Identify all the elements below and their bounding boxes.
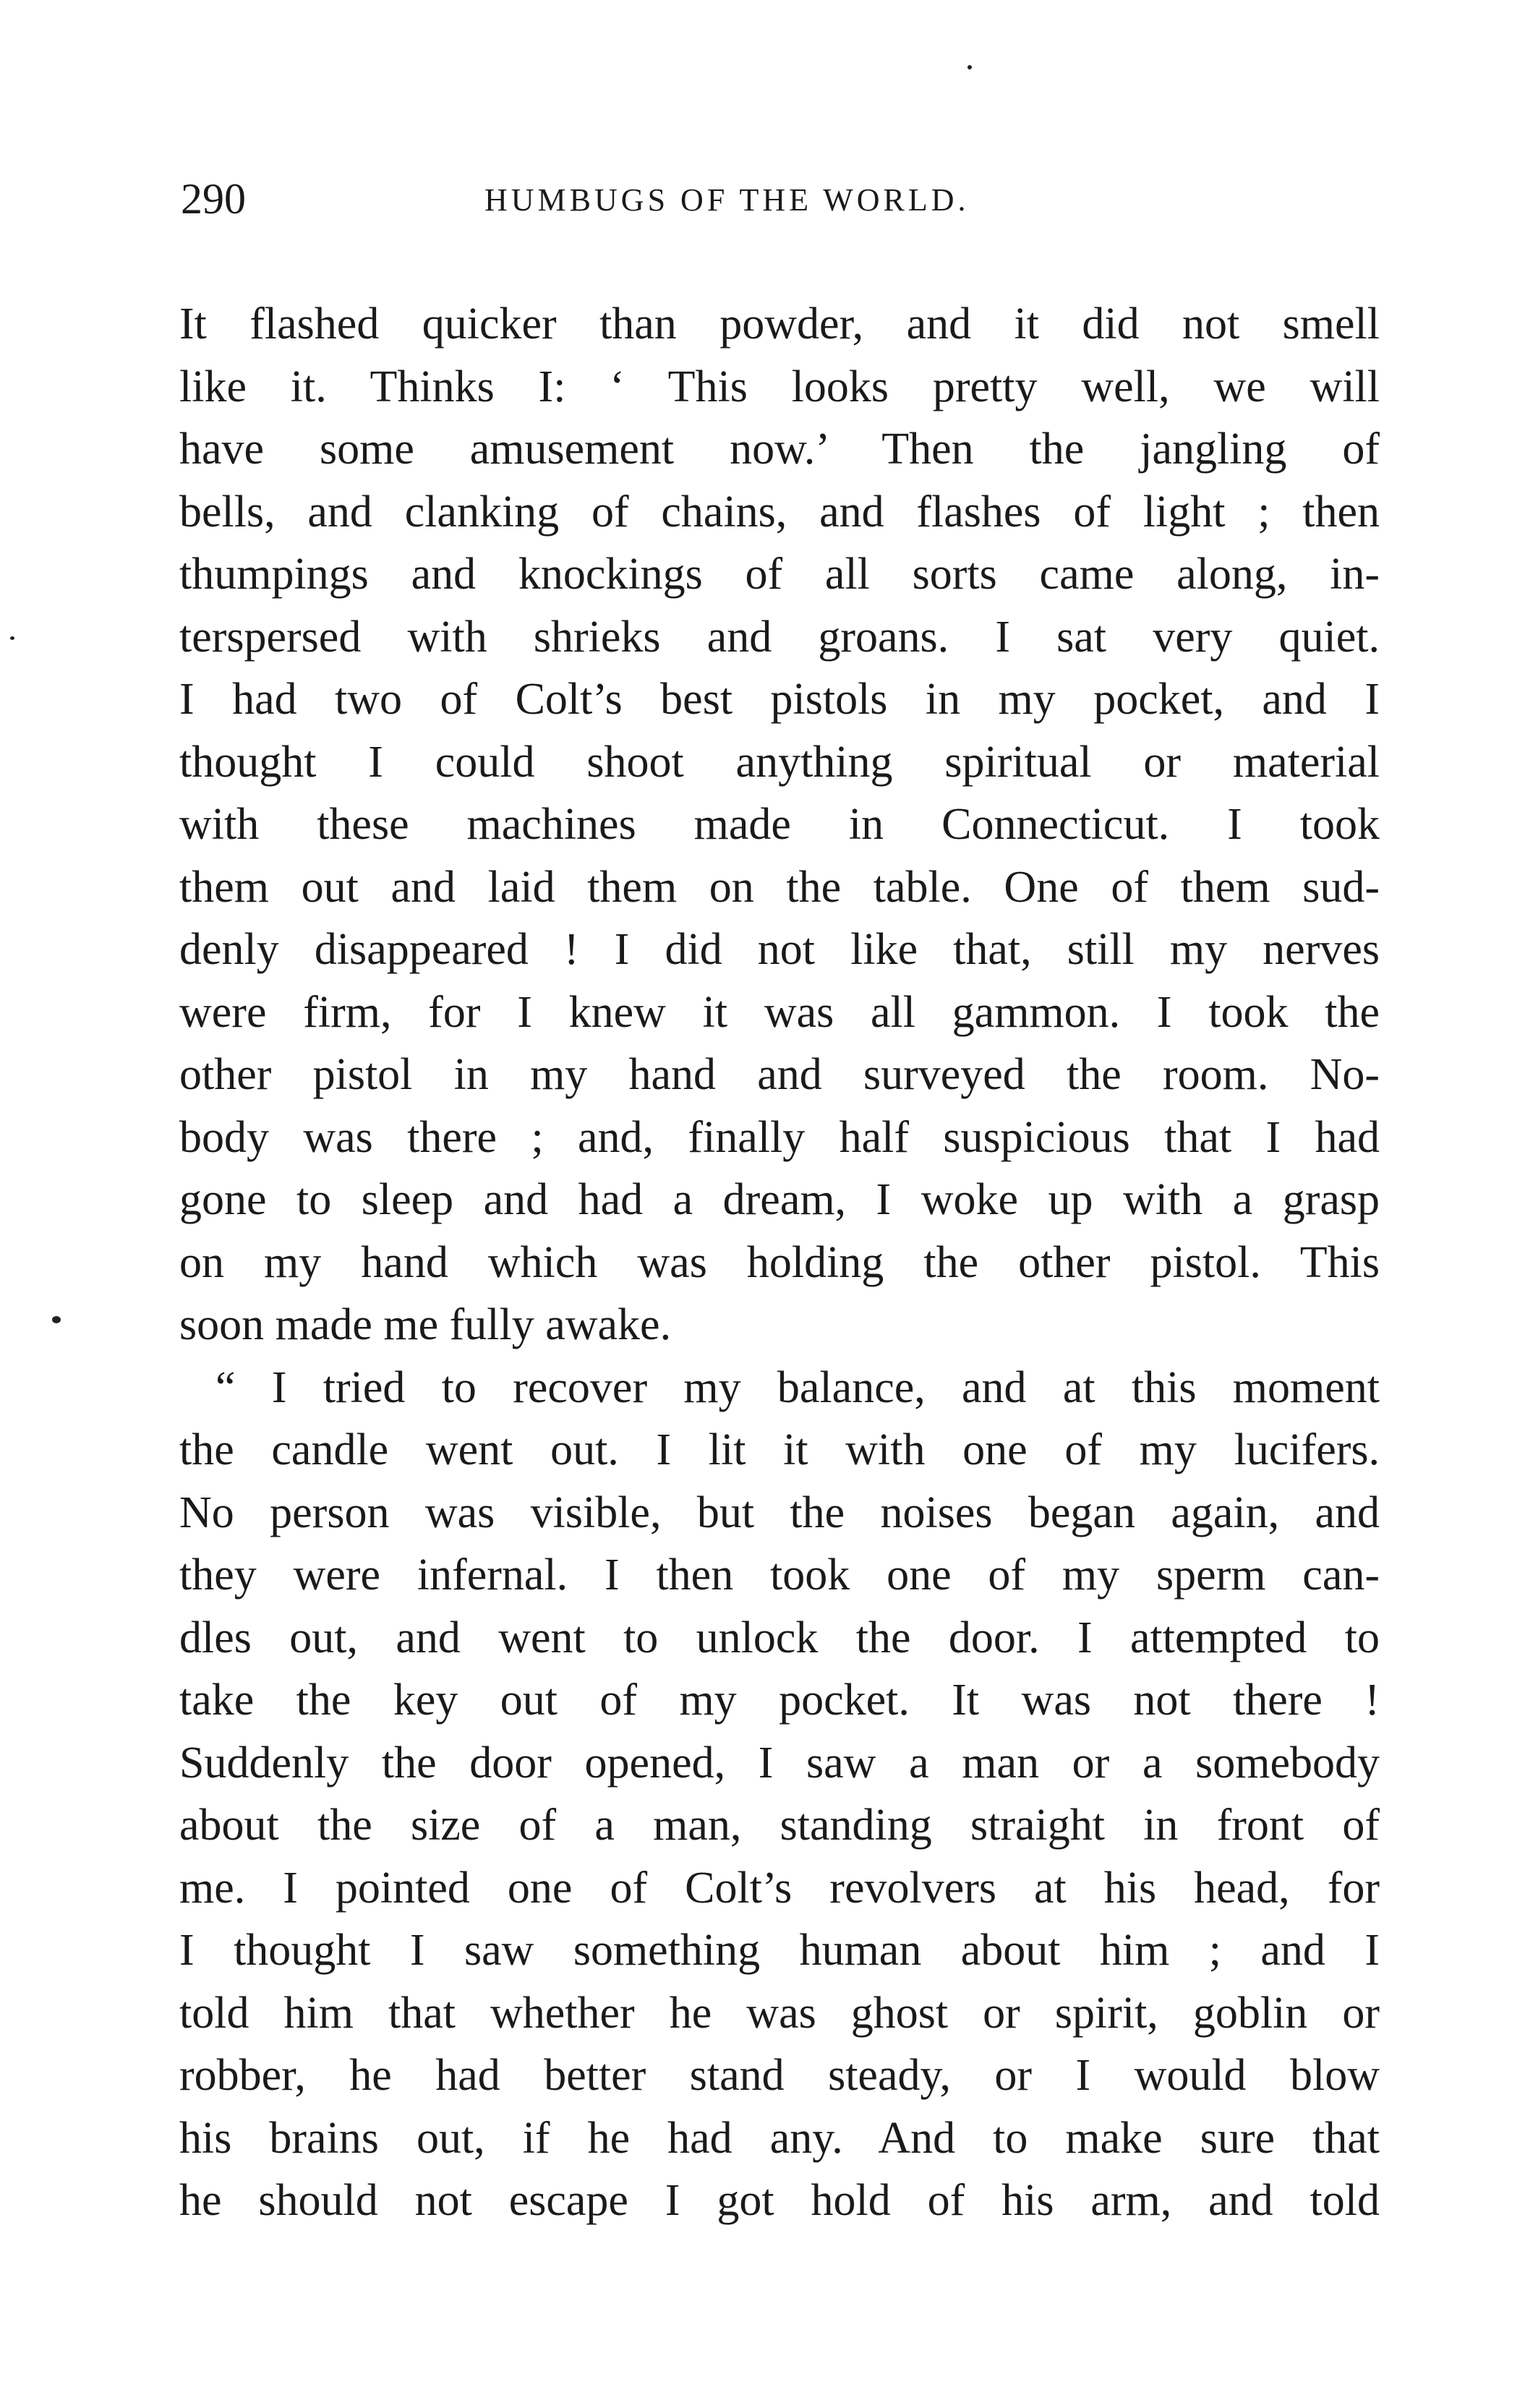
scan-speck — [967, 65, 972, 69]
text-line: No person was visible, but the noises began again, and — [179, 1487, 1380, 1537]
text-line: like it. Thinks I: ‘ This looks pretty well, we will — [179, 362, 1380, 411]
text-line: them out and laid them on the table. One of them sud- — [179, 862, 1380, 912]
text-line: thumpings and knockings of all sorts came along, in- — [179, 550, 1380, 599]
text-line: gone to sleep and had a dream, I woke up with a grasp — [179, 1175, 1380, 1224]
text-line: have some amusement now.’ Then the jangling of — [179, 424, 1380, 474]
text-line: Suddenly the door opened, I saw a man or a somebody — [179, 1738, 1380, 1788]
text-line: the candle went out. I lit it with one of my lucifers. — [179, 1425, 1380, 1474]
text-line: terspersed with shrieks and groans. I sat very quiet. — [179, 612, 1380, 662]
text-line: bells, and clanking of chains, and flashes of light ; then — [179, 487, 1380, 537]
running-head: HUMBUGS OF THE WORLD. — [484, 182, 970, 218]
text-line: take the key out of my pocket. It was not there ! — [179, 1675, 1380, 1725]
text-line: robber, he had better stand steady, or I would blow — [179, 2051, 1380, 2100]
text-line: me. I pointed one of Colt’s revolvers at his head, for — [179, 1863, 1380, 1913]
text-line: thought I could shoot anything spiritual or material — [179, 737, 1380, 787]
text-line: they were infernal. I then took one of my sperm can- — [179, 1550, 1380, 1600]
paragraph-end-line: soon made me fully awake. — [179, 1300, 672, 1349]
text-line: other pistol in my hand and surveyed the room. No- — [179, 1050, 1380, 1099]
text-line: on my hand which was holding the other pistol. This — [179, 1237, 1380, 1287]
text-line: he should not escape I got hold of his arm, and told — [179, 2176, 1380, 2225]
text-line: I had two of Colt’s best pistols in my pocket, and I — [179, 675, 1380, 724]
page-number: 290 — [181, 175, 246, 223]
text-line: It flashed quicker than powder, and it did not smell — [179, 299, 1380, 349]
text-line: body was there ; and, finally half suspicious that I had — [179, 1112, 1380, 1162]
text-line: dles out, and went to unlock the door. I attempted to — [179, 1613, 1380, 1662]
page-header — [181, 163, 1410, 235]
text-line: I thought I saw something human about him ; and I — [179, 1926, 1380, 1975]
text-line: with these machines made in Connecticut. I took — [179, 800, 1380, 849]
text-line: about the size of a man, standing straight in front of — [179, 1801, 1380, 1850]
text-line: denly disappeared ! I did not like that, still my nerves — [179, 925, 1380, 974]
scan-speck — [52, 1316, 61, 1323]
body-text — [179, 293, 1380, 2232]
text-line: his brains out, if he had any. And to make sure that — [179, 2113, 1380, 2163]
text-line: were firm, for I knew it was all gammon. I took the — [179, 987, 1380, 1037]
scan-speck — [10, 636, 14, 640]
text-line: told him that whether he was ghost or spirit, goblin or — [179, 1988, 1380, 2038]
paragraph-start-line: “ I tried to recover my balance, and at this moment — [215, 1362, 1380, 1412]
